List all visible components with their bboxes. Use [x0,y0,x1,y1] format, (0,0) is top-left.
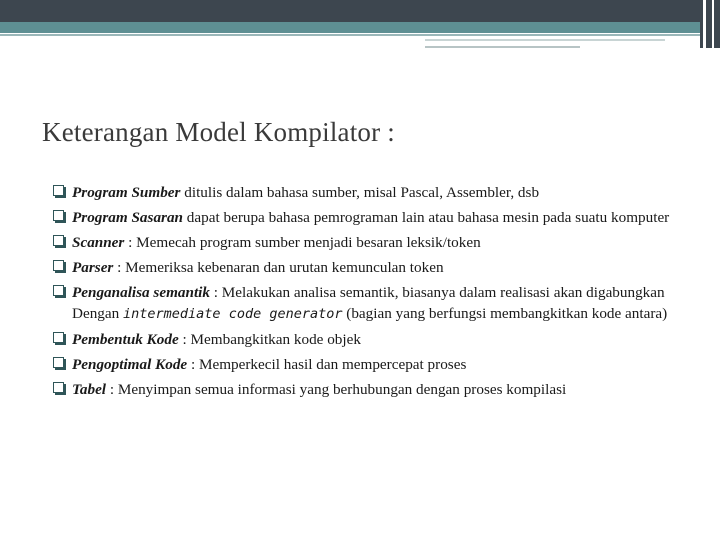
checkbox-bullet-icon [53,210,64,221]
header-accent-line [425,39,665,41]
item-description: dapat berupa bahasa pemrograman lain atau bahasa mesin pada suatu komputer [183,209,670,226]
header-bar-right-stripe [703,0,706,48]
item-description: : Memeriksa kebenaran dan urutan kemunculan token [113,259,444,276]
checkbox-bullet-icon [53,332,64,343]
list-item [52,257,712,278]
checkbox-bullet-icon [53,357,64,368]
item-description: : Memecah program sumber menjadi besaran leksik/token [124,234,481,251]
list-item [52,207,712,228]
header-bar-teal [0,22,720,33]
checkbox-bullet-icon [53,235,64,246]
list-item [52,354,712,375]
item-term: Scanner [72,234,125,251]
header-bar-right-stripe [712,0,714,48]
header-accent-line [425,46,580,48]
item-term: Penganalisa semantik [72,284,210,301]
checkbox-bullet-icon [53,382,64,393]
item-description: : Membangkitkan kode objek [178,331,361,348]
item-description: : Memperkecil hasil dan mempercepat proses [187,356,467,373]
item-term: Tabel [72,381,107,398]
item-term: Parser [72,259,114,276]
item-term: Pembentuk Kode [72,331,179,348]
checkbox-bullet-icon [53,285,64,296]
item-term: Program Sasaran [72,209,183,226]
item-term: Program Sumber [72,184,181,201]
list-item [52,282,712,325]
header-accent-line [0,34,700,36]
item-description: : Menyimpan semua informasi yang berhubungan dengan proses kompilasi [106,381,567,398]
checkbox-bullet-icon [53,260,64,271]
item-term: Pengoptimal Kode [72,356,188,373]
header-bar-dark [0,0,720,22]
checkbox-bullet-icon [53,185,64,196]
list-item [52,379,712,400]
item-description-continued: (bagian yang berfungsi membangkitkan kode antara) [342,305,668,322]
list-item [52,232,712,253]
item-description: : Melakukan analisa semantik, biasanya dalam realisasi akan digabungkan Dengan [72,284,665,322]
bullet-list [52,182,712,404]
item-description: ditulis dalam bahasa sumber, misal Pascal, Assembler, dsb [180,184,540,201]
slide-title: Keterangan Model Kompilator : [42,117,395,147]
list-item [52,329,712,350]
item-code-term: intermediate code generator [123,306,343,322]
list-item [52,182,712,203]
